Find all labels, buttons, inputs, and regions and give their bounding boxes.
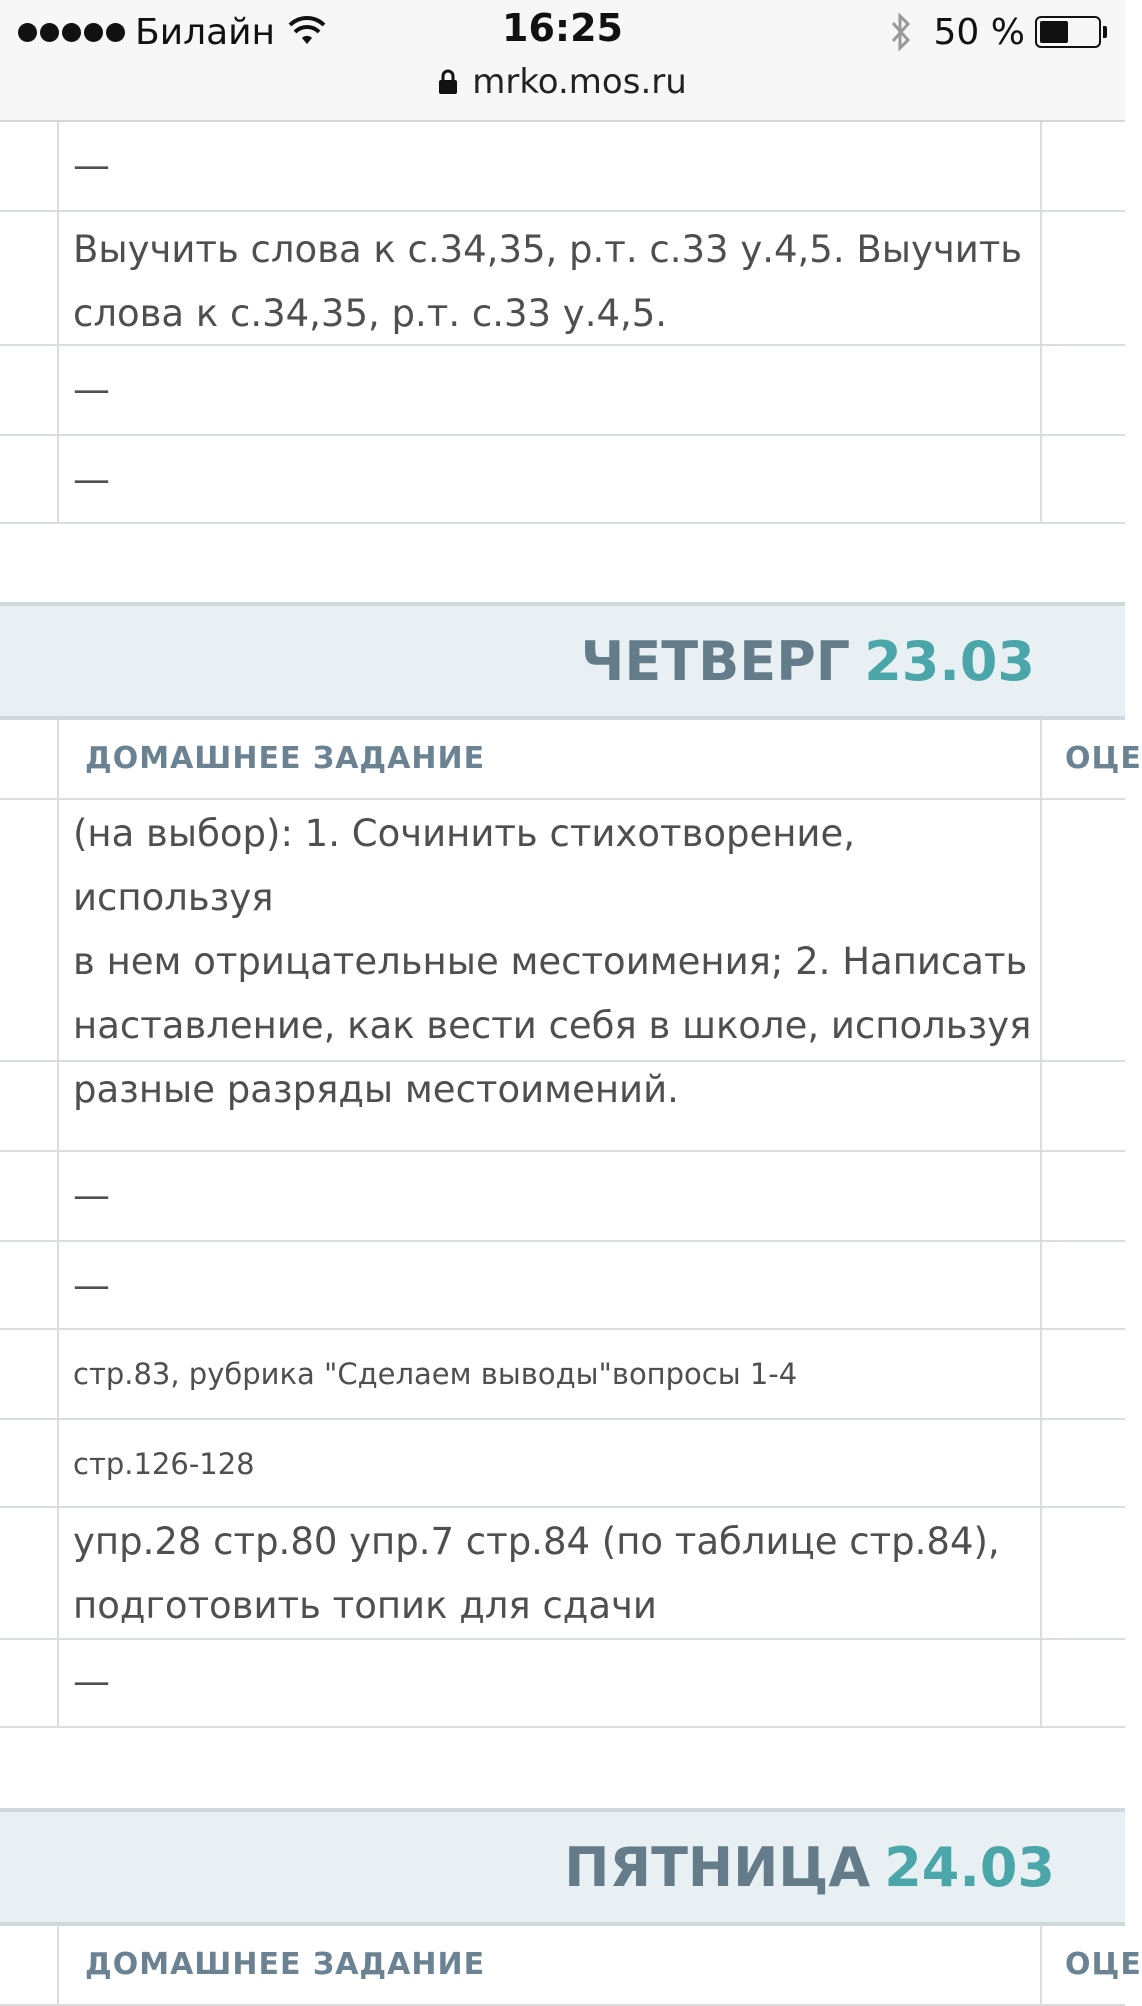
bluetooth-icon	[888, 13, 914, 51]
table-row	[0, 212, 1125, 346]
status-right	[888, 10, 1107, 54]
day-name: ЧЕТВЕРГ	[580, 629, 851, 693]
table-row	[0, 1062, 1125, 1152]
homework-text: —	[73, 458, 110, 501]
lock-icon	[438, 69, 458, 95]
day-header-friday	[0, 1808, 1125, 1926]
homework-text: —	[73, 1174, 110, 1217]
table-row	[0, 800, 1125, 1111]
day-name: ПЯТНИЦА	[564, 1835, 871, 1899]
homework-text: —	[73, 368, 110, 411]
table-row	[0, 1640, 1125, 1728]
homework-text: (на выбор): 1. Сочинить стихотворение, используя в нем отрицательные местоимения; 2. Написать наставление, как вести себя в школе, используя разные разряды местоимений.	[73, 812, 1032, 1111]
column-header-grade: ОЦЕ	[1065, 740, 1142, 776]
table-row	[0, 1420, 1125, 1508]
homework-text: —	[73, 144, 110, 187]
table-row	[0, 1508, 1125, 1640]
day-title	[564, 1812, 1055, 1922]
status-bar	[0, 0, 1125, 122]
table-row	[0, 122, 1125, 212]
column-header-homework: ДОМАШНЕЕ ЗАДАНИЕ	[85, 740, 486, 776]
address-bar[interactable]	[0, 60, 1125, 104]
battery-fill	[1040, 21, 1068, 43]
table-row	[0, 1330, 1125, 1420]
table-row	[0, 1152, 1125, 1242]
homework-text: —	[73, 1660, 110, 1703]
day-date: 23.03	[864, 629, 1035, 693]
day-header-thursday	[0, 602, 1125, 720]
column-header-grade: ОЦЕ	[1065, 1946, 1142, 1982]
day-title	[581, 606, 1035, 716]
homework-text: —	[73, 1264, 110, 1307]
table-row	[0, 346, 1125, 436]
table-header-row	[0, 1924, 1142, 2006]
clock: 16:25	[502, 6, 623, 50]
battery-percent: 50 %	[933, 11, 1025, 53]
homework-text: стр.126-128	[73, 1447, 255, 1481]
column-header-homework: ДОМАШНЕЕ ЗАДАНИЕ	[85, 1946, 486, 1982]
url-text[interactable]: mrko.mos.ru	[472, 62, 687, 102]
homework-text: Выучить слова к с.34,35, р.т. с.33 у.4,5. Выучить слова к с.34,35, р.т. с.33 у.4,5.	[73, 228, 1023, 335]
battery-icon	[1035, 16, 1101, 48]
battery-cap	[1103, 26, 1107, 38]
table-row	[0, 1242, 1125, 1330]
table-header-row	[0, 718, 1142, 800]
homework-text: упр.28 стр.80 упр.7 стр.84 (по таблице стр.84), подготовить топик для сдачи	[73, 1520, 1000, 1627]
carrier-name: Билайн	[135, 11, 276, 53]
day-date: 24.03	[884, 1835, 1055, 1899]
table-row	[0, 436, 1125, 524]
homework-text: стр.83, рубрика "Сделаем выводы"вопросы 1-4	[73, 1357, 798, 1391]
